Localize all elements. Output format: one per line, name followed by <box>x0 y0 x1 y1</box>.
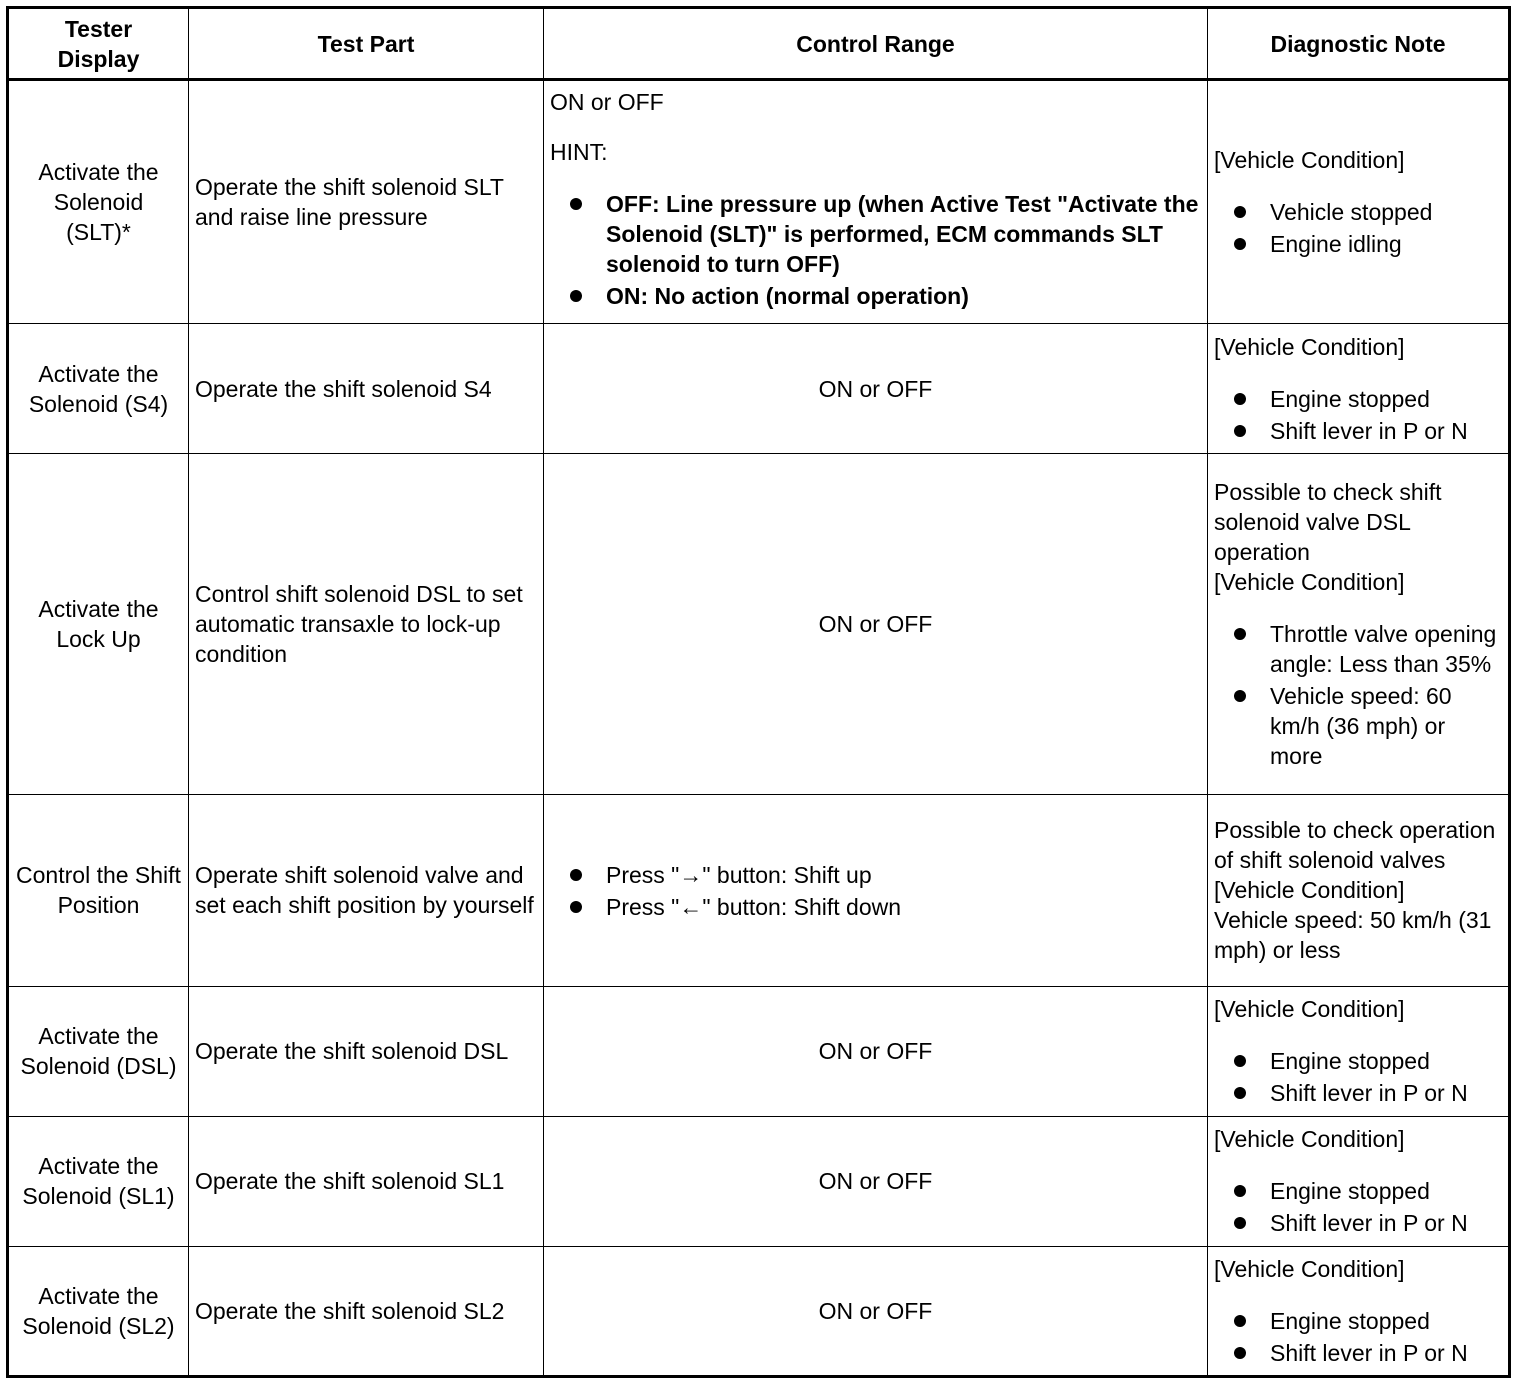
bullet-icon <box>1234 238 1246 250</box>
test-part-cell: Control shift solenoid DSL to set automatic transaxle to lock-up condition <box>189 454 544 794</box>
list-item-text: Engine stopped <box>1270 385 1430 412</box>
tester-display-cell: Activate the Solenoid (SL2) <box>8 1246 189 1376</box>
control-range-cell <box>544 794 1208 986</box>
table-row <box>8 986 1510 1116</box>
control-range-cell: ON or OFF <box>544 1246 1208 1376</box>
list-item-text: Vehicle speed: 60 km/h (36 mph) or more <box>1270 682 1452 769</box>
test-part-cell: Operate shift solenoid valve and set each shift position by yourself <box>189 794 544 986</box>
bullet-icon <box>1234 1347 1246 1359</box>
note-intro: Possible to check operation of shift solenoid valves <box>1214 817 1496 874</box>
diagnostic-note-cell <box>1208 1116 1510 1246</box>
list-item <box>570 892 1201 922</box>
list-item-text: ON: No action (normal operation) <box>606 283 969 309</box>
diagnostic-note-cell <box>1208 1246 1510 1376</box>
bullet-icon <box>1234 1217 1246 1229</box>
control-range-cell: ON or OFF <box>544 454 1208 794</box>
hint-label: HINT: <box>550 139 608 165</box>
table-row <box>8 324 1510 454</box>
vehicle-condition-label: [Vehicle Condition] <box>1214 568 1405 595</box>
bullet-icon <box>570 198 582 210</box>
table-row <box>8 454 1510 794</box>
bullet-icon <box>1234 1055 1246 1067</box>
tester-display-cell: Activate the Solenoid (DSL) <box>8 986 189 1116</box>
bullet-icon <box>1234 425 1246 437</box>
list-item-text: Engine stopped <box>1270 1178 1430 1205</box>
header-test-part: Test Part <box>189 8 544 80</box>
control-range-cell: ON or OFF <box>544 324 1208 454</box>
list-item <box>1234 1078 1502 1108</box>
list-item <box>570 281 1201 311</box>
list-item <box>1234 1176 1502 1206</box>
test-part-cell: Operate the shift solenoid SL1 <box>189 1116 544 1246</box>
diagnostic-note-cell <box>1208 80 1510 324</box>
list-item-text: Shift lever in P or N <box>1270 1210 1468 1237</box>
active-test-table <box>6 6 1511 1378</box>
header-control-range: Control Range <box>544 8 1208 80</box>
bullet-icon <box>1234 206 1246 218</box>
test-part-cell: Operate the shift solenoid SLT and raise line pressure <box>189 80 544 324</box>
diagnostic-note-cell <box>1208 454 1510 794</box>
bullet-icon <box>1234 393 1246 405</box>
vehicle-condition-text: Vehicle speed: 50 km/h (31 mph) or less <box>1214 907 1492 964</box>
table-row <box>8 794 1510 986</box>
tester-display-cell: Activate the Solenoid (S4) <box>8 324 189 454</box>
vehicle-condition-label: [Vehicle Condition] <box>1214 877 1405 904</box>
list-item <box>1234 416 1502 446</box>
header-tester-display: Tester Display <box>8 8 189 80</box>
list-item-text: Engine stopped <box>1270 1307 1430 1334</box>
control-range-text: ON or OFF <box>550 89 664 115</box>
diagnostic-note-cell <box>1208 324 1510 454</box>
list-item-text: OFF: Line pressure up (when Active Test "Activate the Solenoid (SLT)" is performed, ECM commands SLT solenoid to turn OFF) <box>606 191 1199 277</box>
list-item-text: Shift lever in P or N <box>1270 417 1468 444</box>
test-part-cell: Operate the shift solenoid SL2 <box>189 1246 544 1376</box>
list-item-text: Engine stopped <box>1270 1048 1430 1075</box>
list-item-text: Press "→" button: Shift up <box>606 862 872 889</box>
list-item <box>1234 1306 1502 1336</box>
control-range-cell: ON or OFF <box>544 1116 1208 1246</box>
list-item-text: Throttle valve opening angle: Less than 35% <box>1270 620 1497 677</box>
list-item-text: Shift lever in P or N <box>1270 1339 1468 1366</box>
bullet-icon <box>1234 628 1246 640</box>
table-row <box>8 1116 1510 1246</box>
condition-list <box>1214 1306 1502 1368</box>
control-range-cell: ON or OFF <box>544 986 1208 1116</box>
bullet-icon <box>1234 1087 1246 1099</box>
condition-list <box>1214 384 1502 446</box>
vehicle-condition-label: [Vehicle Condition] <box>1214 147 1405 174</box>
bullet-icon <box>570 901 582 913</box>
list-item <box>1234 681 1502 771</box>
bullet-icon <box>570 290 582 302</box>
list-item <box>1234 229 1502 259</box>
header-row <box>8 8 1510 80</box>
bullet-icon <box>1234 1315 1246 1327</box>
list-item <box>1234 1338 1502 1368</box>
list-item <box>1234 1046 1502 1076</box>
list-item <box>570 860 1201 890</box>
list-item <box>1234 1208 1502 1238</box>
tester-display-cell: Activate the Solenoid (SL1) <box>8 1116 189 1246</box>
tester-display-cell: Control the Shift Position <box>8 794 189 986</box>
list-item-text: Shift lever in P or N <box>1270 1080 1468 1107</box>
condition-list <box>1214 619 1502 771</box>
hint-list <box>550 189 1201 311</box>
list-item <box>1234 619 1502 679</box>
vehicle-condition-label: [Vehicle Condition] <box>1214 333 1405 360</box>
bullet-icon <box>1234 1185 1246 1197</box>
diagnostic-note-cell <box>1208 986 1510 1116</box>
vehicle-condition-label: [Vehicle Condition] <box>1214 1255 1405 1282</box>
list-item <box>1234 384 1502 414</box>
vehicle-condition-label: [Vehicle Condition] <box>1214 1126 1405 1153</box>
vehicle-condition-label: [Vehicle Condition] <box>1214 996 1405 1023</box>
tester-display-cell: Activate the Lock Up <box>8 454 189 794</box>
control-range-cell <box>544 80 1208 324</box>
list-item <box>570 189 1201 279</box>
list-item-text: Engine idling <box>1270 231 1402 258</box>
table-row <box>8 80 1510 324</box>
shift-button-list <box>550 860 1201 922</box>
note-intro: Possible to check shift solenoid valve DSL operation <box>1214 478 1442 565</box>
diagnostic-note-cell <box>1208 794 1510 986</box>
list-item <box>1234 197 1502 227</box>
bullet-icon <box>1234 690 1246 702</box>
bullet-icon <box>570 869 582 881</box>
tester-display-cell: Activate the Solenoid (SLT)* <box>8 80 189 324</box>
test-part-cell: Operate the shift solenoid DSL <box>189 986 544 1116</box>
header-diagnostic-note: Diagnostic Note <box>1208 8 1510 80</box>
table-row <box>8 1246 1510 1376</box>
list-item-text: Press "←" button: Shift down <box>606 894 902 921</box>
condition-list <box>1214 197 1502 259</box>
condition-list <box>1214 1046 1502 1108</box>
list-item-text: Vehicle stopped <box>1270 199 1433 226</box>
test-part-cell: Operate the shift solenoid S4 <box>189 324 544 454</box>
condition-list <box>1214 1176 1502 1238</box>
